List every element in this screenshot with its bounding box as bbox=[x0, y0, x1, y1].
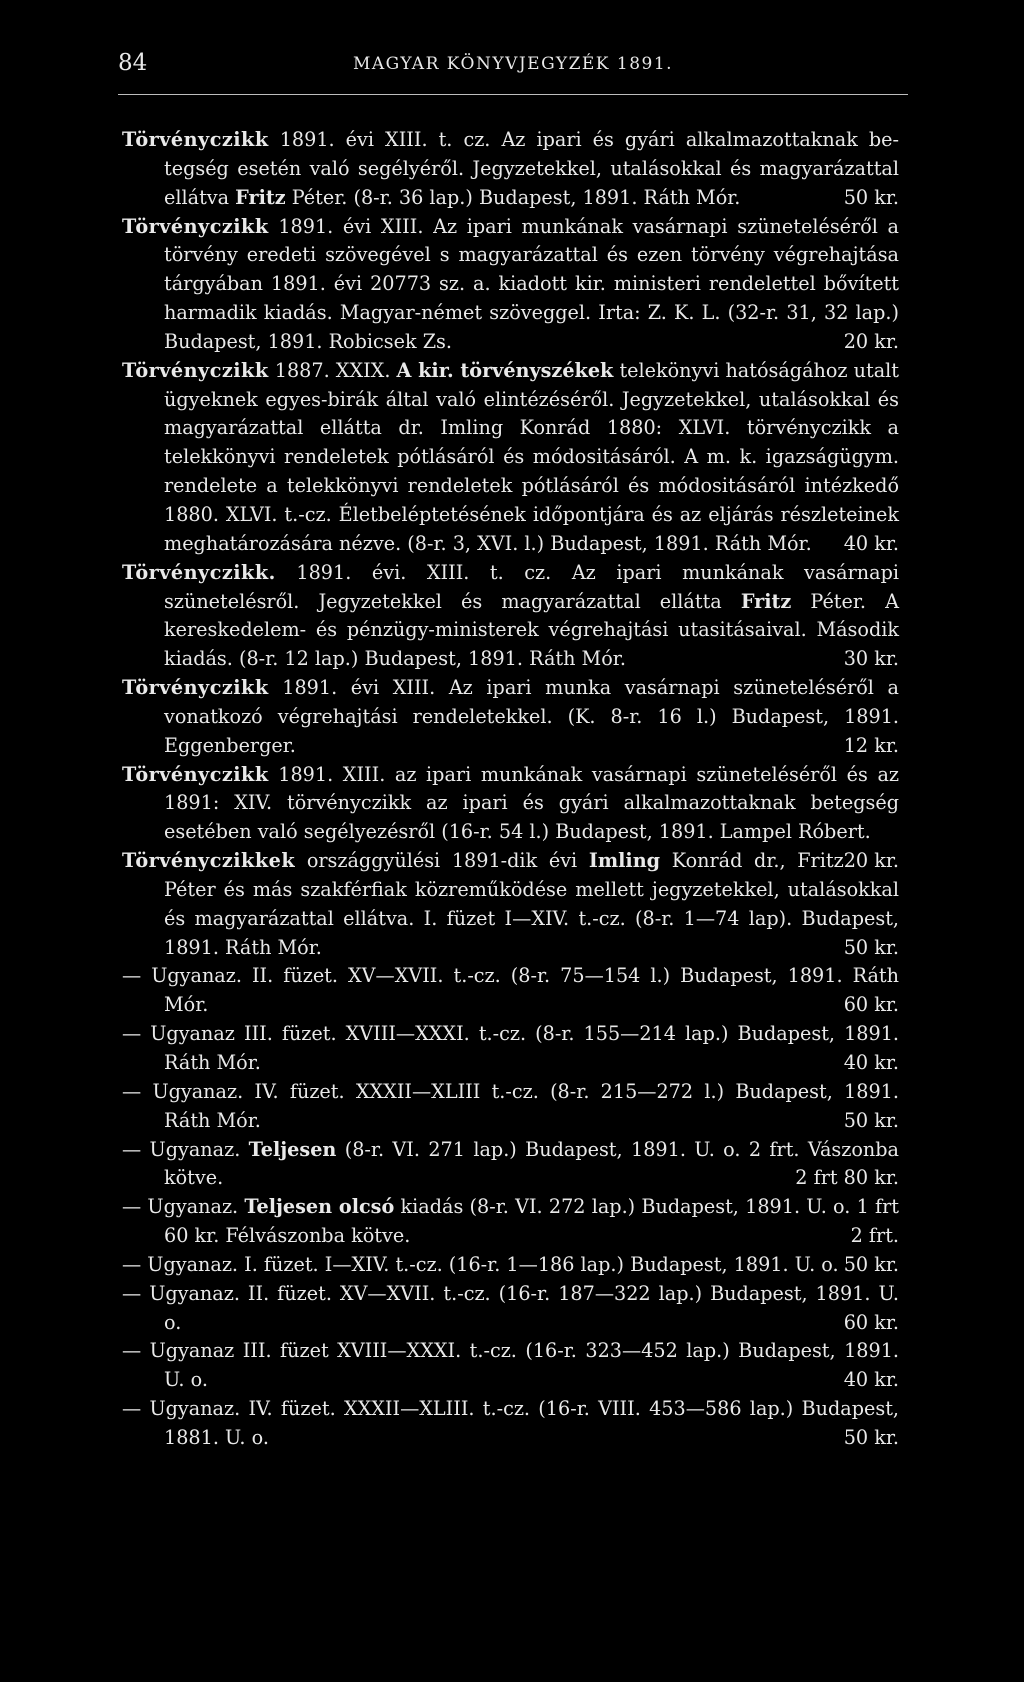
entry-text: 1891. évi XIII. Az ipari munka vasárnapi szüneteléséről a vonatkozó végrehajtási rendeletekkel. (K. 8-r. 16 l.) Budapest, 1891. Eggenberger. bbox=[164, 676, 899, 757]
entry-price: 12 kr. bbox=[843, 733, 899, 757]
catalog-entry bbox=[122, 1337, 899, 1395]
catalog-entry bbox=[122, 1136, 899, 1194]
entry-bold: A kir. törvényszékek bbox=[396, 358, 614, 382]
entry-text: Ugyanaz. II. füzet. XV—XVII. t.-cz. (16-r. 187—322 lap.) Budapest, 1891. U. o. bbox=[141, 1281, 899, 1334]
entry-price: 50 kr. bbox=[843, 1252, 899, 1276]
entry-text: 1887. XXIX. bbox=[268, 358, 397, 382]
catalog-entry bbox=[122, 1280, 899, 1338]
entry-price: 2 frt 80 kr. bbox=[795, 1166, 899, 1190]
entry-text: Ugyanaz. bbox=[141, 1195, 245, 1219]
entry-bold: Fritz bbox=[235, 185, 286, 209]
entry-text: 1891. évi XIII. t. cz. Az ipari és gyári alkalmazottaknak be-tegség esetén való segélyéről. Jegyzetekkel, utalásokkal és magyarázattal ellátva bbox=[164, 128, 899, 209]
entry-price: 2 frt. bbox=[850, 1224, 899, 1248]
entry-dash: — bbox=[122, 1137, 142, 1161]
entry-text: Ugyanaz III. füzet. XVIII—XXXI. t.-cz. (8-r. 155—214 lap.) Budapest, 1891. Ráth Mór. bbox=[141, 1022, 899, 1074]
entry-price: 40 kr. bbox=[843, 531, 899, 555]
catalog-entry bbox=[122, 1395, 899, 1453]
entry-price: 50 kr. bbox=[843, 935, 899, 959]
entry-text-continued: Péter. A kereskedelem- és pénzügy-ministerek végrehajtási utasitásaival. Második kiadás. (8-r. 12 lap.) Budapest, 1891. Ráth Mór. bbox=[164, 589, 899, 671]
entry-bold: Teljesen bbox=[248, 1137, 337, 1161]
entry-dash: — bbox=[122, 1079, 142, 1103]
entry-text: Ugyanaz. bbox=[141, 1137, 249, 1161]
entry-list bbox=[122, 126, 899, 1453]
header-rule bbox=[118, 94, 908, 95]
entry-dash: — bbox=[122, 1339, 142, 1363]
entry-price: 50 kr. bbox=[843, 185, 899, 209]
entry-head: Törvényczikk. bbox=[122, 560, 276, 584]
entry-text: Ugyanaz. II. füzet. XV—XVII. t.-cz. (8-r. 75—154 l.) Budapest, 1891. Ráth Mór. bbox=[141, 964, 899, 1017]
catalog-entry bbox=[122, 126, 899, 213]
entry-price: 60 kr. bbox=[843, 1310, 899, 1334]
entry-text: 1891. évi. XIII. t. cz. Az ipari munkának vasárnapi szünetelésről. Jegyzetekkel és magyarázattal ellátta bbox=[164, 560, 899, 613]
entry-bold: Fritz bbox=[740, 589, 792, 613]
entry-text: Ugyanaz. I. füzet. I—XIV. t.-cz. (16-r. 1—186 lap.) Budapest, 1891. U. o. bbox=[141, 1252, 839, 1276]
entry-head: Törvényczikk bbox=[122, 214, 269, 238]
entry-dash: — bbox=[122, 1397, 142, 1421]
catalog-entry bbox=[122, 847, 899, 962]
catalog-entry bbox=[122, 1020, 899, 1078]
entry-price: 30 kr. bbox=[843, 647, 899, 671]
entry-head: Törvényczikkek bbox=[122, 849, 296, 873]
entry-price: 20 kr. bbox=[843, 329, 899, 353]
entry-dash: — bbox=[122, 1022, 142, 1046]
catalog-entry bbox=[122, 559, 899, 674]
entry-price: 50 kr. bbox=[843, 1108, 899, 1132]
entry-price: 50 kr. bbox=[843, 1425, 899, 1449]
entry-dash: — bbox=[122, 1281, 142, 1305]
entry-bold: Teljesen olcsó bbox=[244, 1195, 395, 1219]
catalog-entry bbox=[122, 674, 899, 761]
catalog-entry bbox=[122, 1251, 899, 1280]
entry-text-continued: telekönyvi hatóságához utalt ügyeknek egyes-birák által való elintézéséről. Jegyzetekkel, utalásokkal és magyarázattal ellátta dr. Imling Konrád 1880: XLVI. törvényczikk a telekkönyvi rendeletek pótlásáról és módositásáról. A m. k. igazságügym. rendelete a telekkönyvi rendeletek pótlásáról és módositásáról intézkedő 1880. XLVI. t.-cz. Életbeléptetésének időpontjára és az eljárás részleteinek meghatározására nézve. (8-r. 3, XVI. l.) Budapest, 1891. Ráth Mór. bbox=[164, 358, 899, 555]
entry-text-continued: (8-r. VI. 271 lap.) Budapest, 1891. U. o. 2 frt. Vászonba kötve. bbox=[164, 1137, 900, 1190]
entry-price: 60 kr. bbox=[843, 993, 899, 1017]
entry-text: 1891. XIII. az ipari munkának vasárnapi szüneteléséről és az 1891: XIV. törvényczikk az ipari és gyári alkalmazottaknak betegség esetében való segélyezésről (16-r. 54 l.) Budapest, 1891. Lampel Róbert. bbox=[164, 762, 899, 844]
entry-bold: Imling bbox=[588, 849, 661, 873]
entry-dash: — bbox=[122, 1252, 142, 1276]
page-header bbox=[118, 50, 908, 86]
entry-head: Törvényczikk bbox=[122, 676, 269, 700]
entry-head: Törvényczikk bbox=[122, 358, 269, 382]
entry-price: 40 kr. bbox=[843, 1051, 899, 1074]
entry-text-continued: Péter. (8-r. 36 lap.) Budapest, 1891. Ráth Mór. bbox=[285, 185, 741, 209]
entry-price: 20 kr. bbox=[843, 849, 899, 873]
catalog-entry bbox=[122, 357, 899, 559]
entry-price: 40 kr. bbox=[843, 1368, 899, 1392]
entry-text-continued: kiadás (8-r. VI. 272 lap.) Budapest, 1891. U. o. 1 frt 60 kr. Félvászonba kötve. bbox=[164, 1195, 899, 1248]
catalog-entry bbox=[122, 1078, 899, 1136]
catalog-entry bbox=[122, 213, 899, 357]
entry-head: Törvényczikk bbox=[122, 762, 269, 786]
entry-text-continued: Konrád dr., Fritz Péter és más szakférfiak közreműködése mellett jegyzetekkel, utalásokkal és magyarázattal ellátva. I. füzet I—XIV. t.-cz. (8-r. 1—74 lap). Budapest, 1891. Ráth Mór. bbox=[164, 849, 899, 959]
entry-dash: — bbox=[122, 964, 142, 988]
entry-text: Ugyanaz. IV. füzet. XXXII—XLIII. t.-cz. (16-r. VIII. 453—586 lap.) Budapest, 1881. U. o. bbox=[141, 1397, 899, 1449]
running-title: MAGYAR KÖNYVJEGYZÉK 1891. bbox=[352, 54, 674, 74]
entry-text: 1891. évi XIII. Az ipari munkának vasárnapi szüneteléséről a törvény eredeti szövegével s magyarázattal és ezen törvény végrehajtása tárgyában 1891. évi 20773 sz. a. kiadott kir. ministeri rendelettel bővített harmadik kiadás. Magyar-német szöveggel. Irta: Z. K. L. (32-r. 31, 32 lap.) Budapest, 1891. Robicsek Zs. bbox=[164, 214, 899, 353]
page-number: 84 bbox=[118, 50, 148, 76]
entry-text: Ugyanaz. IV. füzet. XXXII—XLIII t.-cz. (8-r. 215—272 l.) Budapest, 1891. Ráth Mór. bbox=[141, 1079, 899, 1132]
entry-text: Ugyanaz III. füzet XVIII—XXXI. t.-cz. (16-r. 323—452 lap.) Budapest, 1891. U. o. bbox=[141, 1339, 899, 1392]
entry-dash: — bbox=[122, 1195, 142, 1219]
catalog-entry bbox=[122, 962, 899, 1020]
entry-head: Törvényczikk bbox=[122, 128, 269, 151]
catalog-entry bbox=[122, 1193, 899, 1251]
entry-text: országgyülési 1891-dik évi bbox=[295, 849, 589, 873]
